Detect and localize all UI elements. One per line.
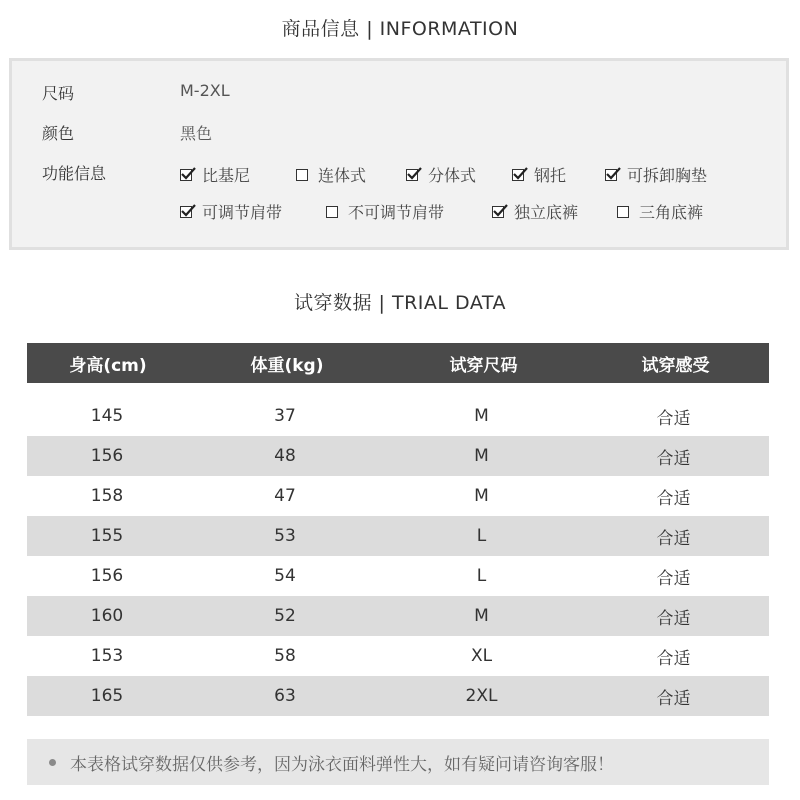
cell-feeling: 合适	[656, 528, 691, 549]
cell-height: 156	[90, 446, 124, 466]
cell-feeling: 合适	[656, 408, 691, 429]
cell-size: L	[476, 526, 487, 546]
table-row	[27, 596, 769, 636]
unchecked-checkbox-icon[interactable]	[326, 206, 338, 218]
cell-feeling: 合适	[656, 688, 691, 709]
cell-weight: 48	[274, 446, 296, 466]
table-row	[27, 556, 769, 596]
feature-option[interactable]	[406, 163, 476, 186]
cell-size: M	[474, 446, 489, 466]
feature-option[interactable]	[326, 200, 444, 223]
cell-height: 155	[90, 526, 124, 546]
cell-weight: 54	[274, 566, 296, 586]
feature-label: 不可调节肩带	[348, 203, 445, 222]
cell-height: 165	[90, 686, 124, 706]
cell-height: 156	[90, 566, 124, 586]
feature-option[interactable]	[492, 200, 578, 223]
table-row	[27, 396, 769, 436]
disclaimer-text: 本表格试穿数据仅供参考，因为泳衣面料弹性大，如有疑问请咨询客服！	[70, 754, 614, 775]
cell-size: M	[474, 606, 489, 626]
cell-feeling: 合适	[656, 448, 691, 469]
cell-weight: 53	[274, 526, 296, 546]
trial-data-table	[27, 343, 769, 716]
cell-size: M	[474, 406, 489, 426]
cell-height: 158	[90, 486, 124, 506]
unchecked-checkbox-icon[interactable]	[617, 206, 629, 218]
table-header	[27, 343, 769, 383]
table-body	[27, 396, 769, 716]
table-row	[27, 636, 769, 676]
feature-option[interactable]	[296, 163, 366, 186]
feature-label: 分体式	[428, 166, 477, 185]
checked-checkbox-icon[interactable]	[492, 206, 504, 218]
feature-label: 连体式	[318, 166, 367, 185]
cell-height: 160	[90, 606, 124, 626]
disclaimer-note	[27, 739, 769, 785]
feature-label: 可拆卸胸垫	[627, 166, 708, 185]
cell-height: 153	[90, 646, 124, 666]
table-row	[27, 436, 769, 476]
checked-checkbox-icon[interactable]	[406, 169, 418, 181]
feature-option[interactable]	[617, 200, 703, 223]
cell-size: M	[474, 486, 489, 506]
cell-feeling: 合适	[656, 568, 691, 589]
header-height: 身高(cm)	[69, 355, 147, 376]
feature-label: 可调节肩带	[202, 203, 283, 222]
feature-label: 独立底裤	[514, 203, 579, 222]
bullet-icon	[49, 759, 56, 766]
feature-option[interactable]	[512, 163, 566, 186]
color-label: 颜色	[42, 124, 75, 143]
feature-list	[180, 163, 780, 243]
table-row	[27, 676, 769, 716]
cell-size: 2XL	[465, 686, 498, 706]
feature-label: 比基尼	[202, 166, 251, 185]
checked-checkbox-icon[interactable]	[512, 169, 524, 181]
cell-weight: 58	[274, 646, 296, 666]
cell-size: L	[476, 566, 487, 586]
cell-size: XL	[470, 646, 493, 666]
information-title: 商品信息 | INFORMATION	[281, 18, 519, 40]
feature-label: 钢托	[534, 166, 567, 185]
checked-checkbox-icon[interactable]	[180, 169, 192, 181]
checked-checkbox-icon[interactable]	[180, 206, 192, 218]
header-feeling: 试穿感受	[641, 355, 710, 376]
feature-label: 三角底裤	[639, 203, 704, 222]
size-value: M-2XL	[180, 81, 230, 100]
checked-checkbox-icon[interactable]	[605, 169, 617, 181]
cell-height: 145	[90, 406, 124, 426]
size-label: 尺码	[42, 84, 75, 103]
header-weight: 体重(kg)	[250, 355, 324, 376]
table-row	[27, 516, 769, 556]
cell-feeling: 合适	[656, 488, 691, 509]
unchecked-checkbox-icon[interactable]	[296, 169, 308, 181]
table-row	[27, 476, 769, 516]
information-panel	[9, 58, 789, 250]
function-label: 功能信息	[42, 164, 107, 183]
cell-weight: 63	[274, 686, 296, 706]
header-size: 试穿尺码	[449, 355, 518, 376]
trial-data-title: 试穿数据 | TRIAL DATA	[294, 292, 506, 314]
cell-weight: 37	[274, 406, 296, 426]
cell-feeling: 合适	[656, 608, 691, 629]
cell-weight: 52	[274, 606, 296, 626]
feature-option[interactable]	[605, 163, 707, 186]
color-value: 黑色	[180, 124, 213, 143]
cell-weight: 47	[274, 486, 296, 506]
cell-feeling: 合适	[656, 648, 691, 669]
feature-option[interactable]	[180, 200, 282, 223]
feature-option[interactable]	[180, 163, 250, 186]
